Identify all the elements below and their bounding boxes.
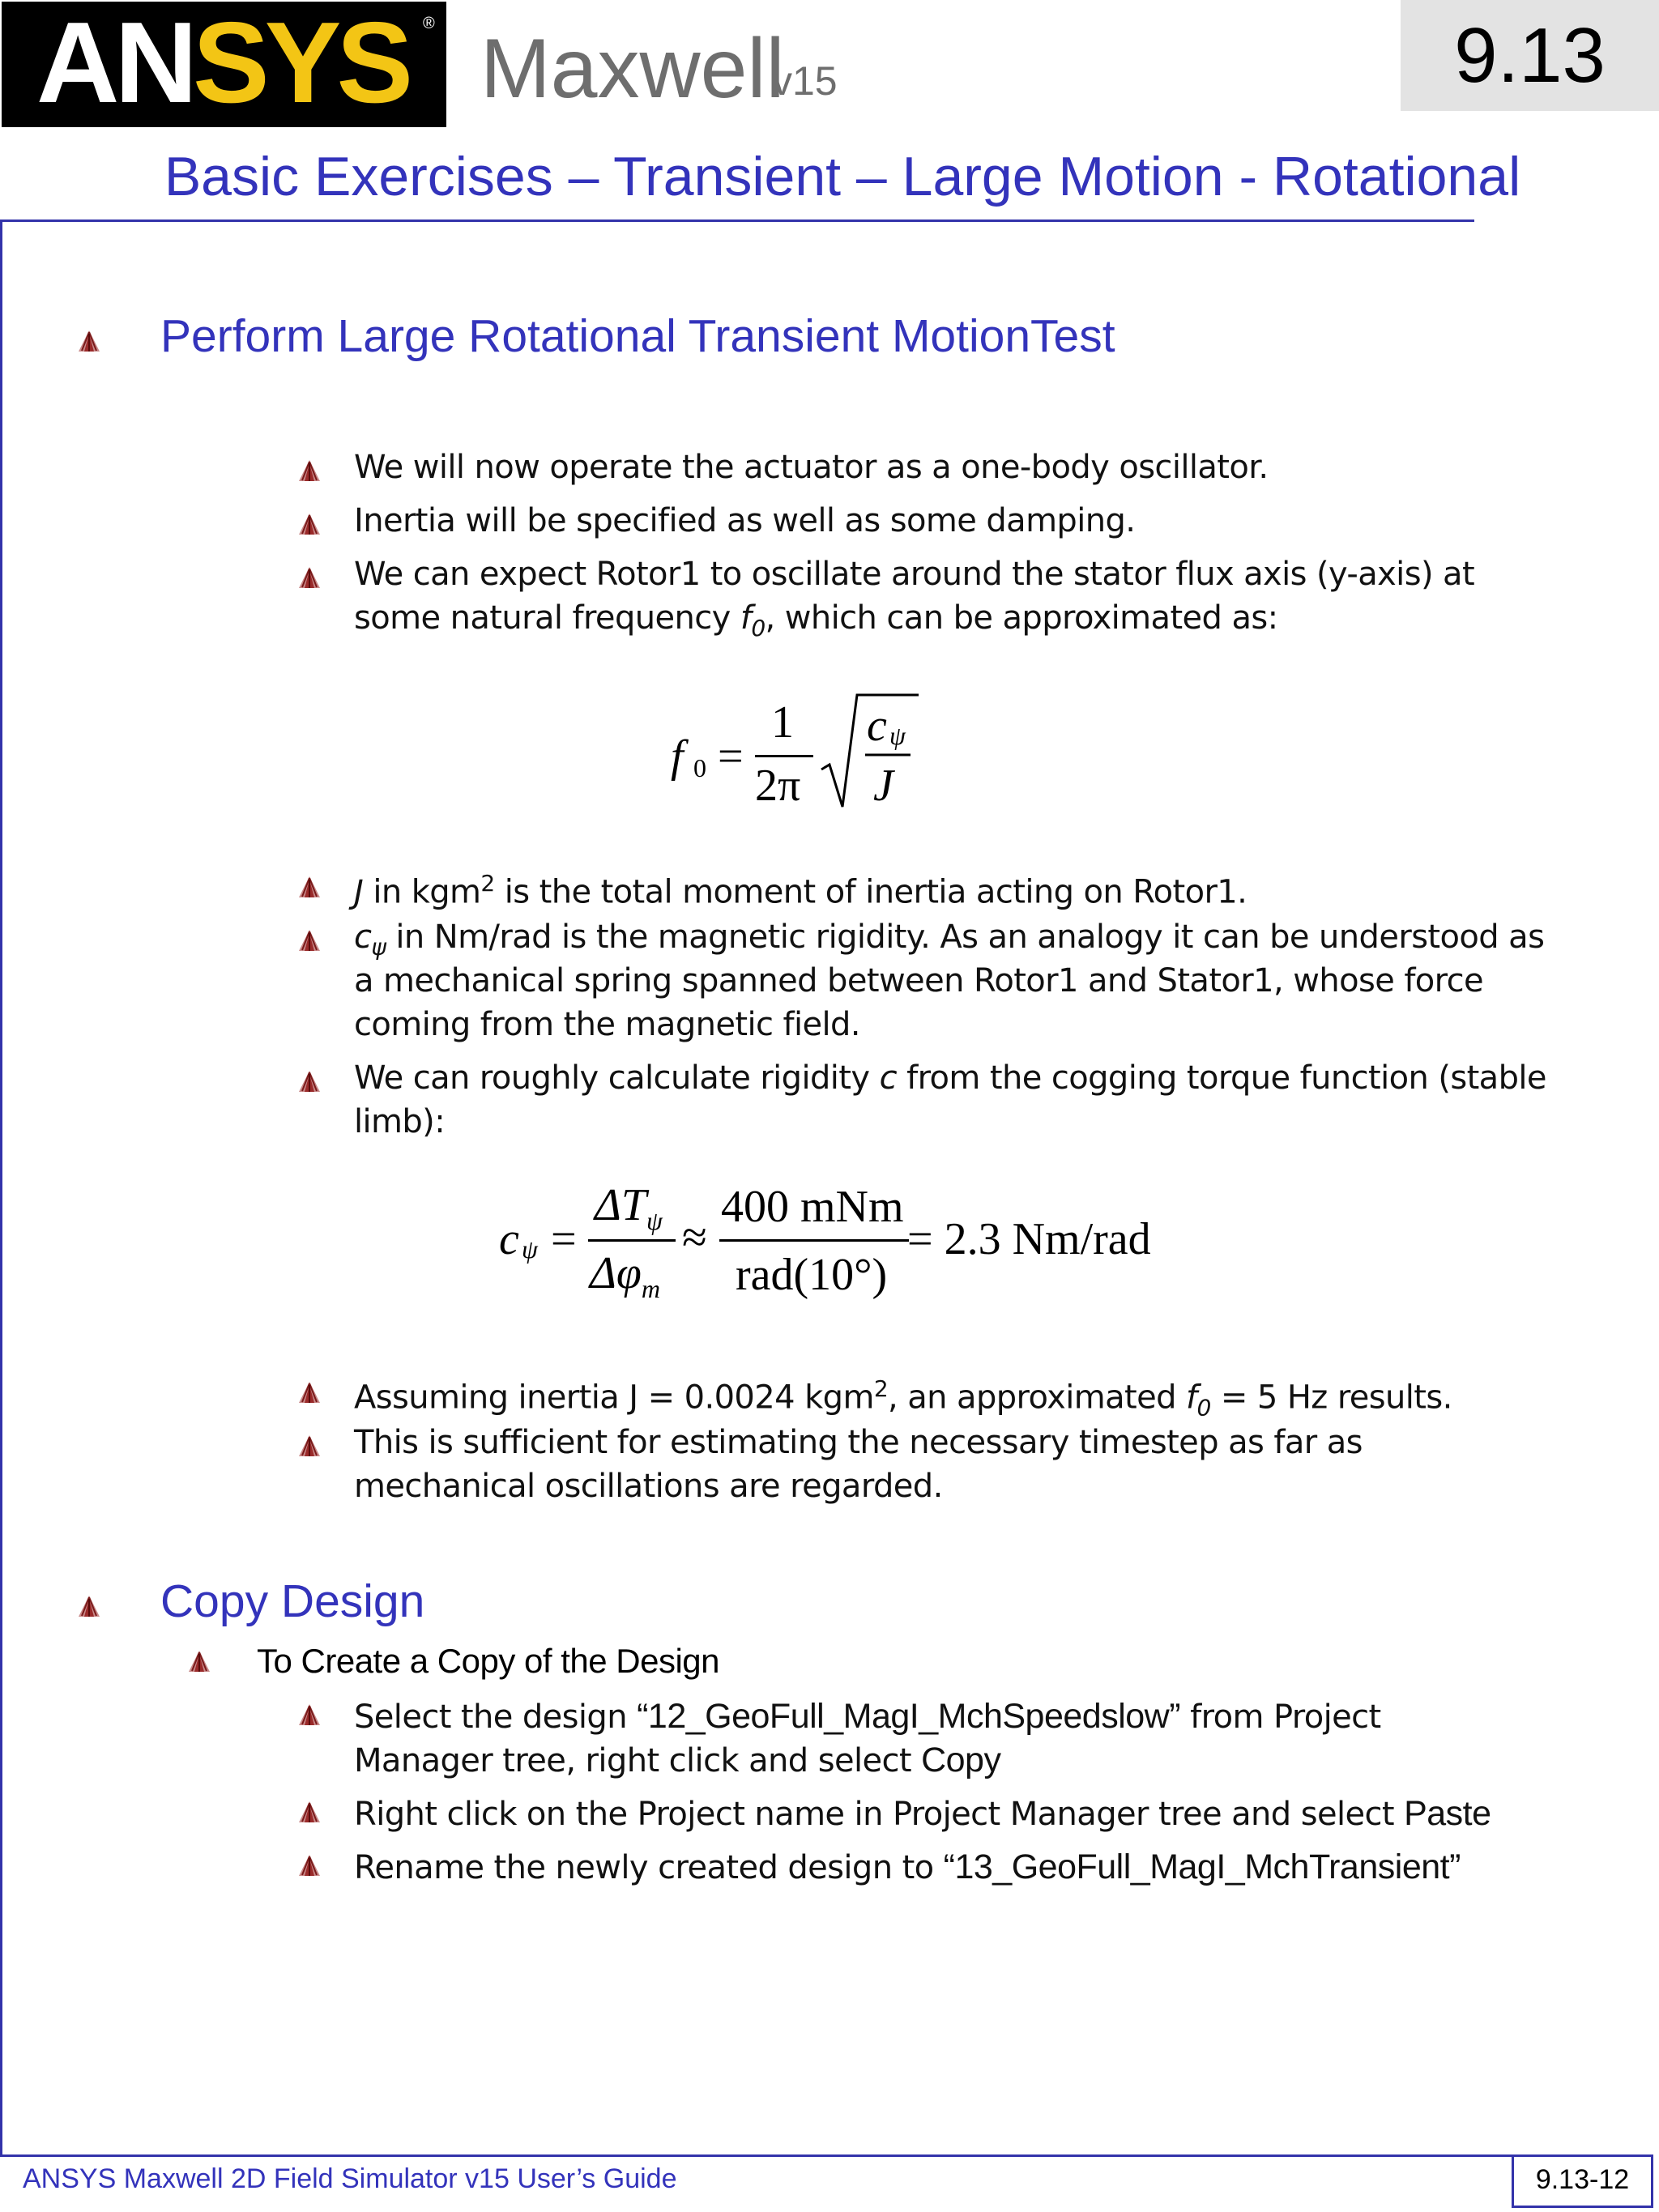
subscript: m [641,1274,660,1304]
text: Δφ [590,1248,642,1298]
text: Manager tree, right click and select [354,1742,922,1779]
superscript: 2 [873,1375,889,1402]
footer-page-number: 9.13-12 [1535,2164,1630,2195]
bullet-icon [189,1651,210,1673]
fraction-bar [719,1239,909,1242]
list-item [354,862,1247,914]
section-heading-motion-test: Perform Large Rotational Transient MotionTest [160,310,1115,362]
symbol-j: J [354,873,364,911]
subscript: ψ [646,1206,663,1236]
text: We can roughly calculate rigidity [354,1059,880,1097]
bullet-icon [299,1071,320,1093]
formula-rad-num: c [867,701,887,751]
list-item [354,1845,1461,1890]
text: , an approximated [888,1379,1187,1417]
fraction-bar [755,755,813,757]
list-item: This is sufficient for estimating the necessary timestep as far as [354,1424,1363,1461]
formula-eq: = [718,731,744,782]
list-item-continued: coming from the magnetic field. [354,1006,860,1043]
text: Right click on the Project name in Project Manager tree and select [354,1796,1405,1833]
text: Rename the newly created design to [354,1849,944,1886]
list-item [354,1056,1546,1100]
superscript: 2 [480,870,495,897]
formula2-result: = 2.3 Nm/rad [907,1214,1151,1264]
text: Assuming inertia J = 0.0024 kgm [354,1379,874,1417]
list-item-continued: a mechanical spring spanned between Rotor1 and Stator1, whose force [354,962,1484,999]
bullet-icon [299,930,320,953]
text: from Project [1180,1698,1381,1736]
formula2-approx: ≈ [682,1213,707,1263]
symbol-f: f [740,599,752,637]
bullet-icon [299,1704,320,1727]
formula-lhs: f [671,731,684,782]
list-item [354,1694,1381,1739]
menu-command-copy: Copy [921,1741,1001,1779]
section-heading-copy-design: Copy Design [160,1575,425,1627]
registered-mark-icon: ® [423,15,435,32]
formula2-f2-den: rad(10°) [736,1250,888,1300]
left-border [0,219,2,2157]
subscript: ψ [371,934,386,961]
heading-bullet-icon [79,1596,100,1618]
formula2-lhs: c [499,1214,519,1264]
text: is the total moment of inertia acting on Rotor1. [494,873,1247,911]
list-item-continued [354,596,1278,650]
design-name: “13_GeoFull_MagI_MchTransient” [943,1848,1461,1886]
list-item-continued: limb): [354,1103,446,1140]
chapter-number: 9.13 [1454,12,1606,99]
text: ΔT [595,1180,647,1230]
text: = 5 Hz results. [1210,1379,1452,1417]
text: from the cogging torque function (stable [896,1059,1546,1097]
list-item-continued: mechanical oscillations are regarded. [354,1468,943,1505]
bullet-icon [299,1382,320,1404]
product-name: Maxwell [480,22,785,116]
footer-rule [0,2154,1513,2157]
bullet-icon [299,1435,320,1458]
bullet-icon [299,1801,320,1824]
text: some natural frequency [354,599,731,637]
formula-lhs-sub: 0 [693,753,706,782]
formula-natural-frequency [664,688,923,818]
formula2-eq: = [551,1214,577,1264]
title-underline [0,219,1474,222]
list-item-continued [354,1738,1000,1783]
design-name: “12_GeoFull_MagI_MchSpeedslow” [637,1697,1181,1736]
text: in kgm [363,873,481,911]
bullet-icon [299,567,320,590]
formula-den: 2π [755,761,801,811]
formula-rad-den: J [873,761,893,811]
symbol-c: c [879,1059,897,1097]
bullet-icon [299,1855,320,1877]
text: Select the design [354,1698,638,1736]
product-version: v15 [772,58,838,104]
bullet-icon [299,460,320,483]
symbol-f: f [1186,1379,1197,1417]
formula2-f2-num: 400 mNm [721,1182,904,1232]
formula2-lhs-sub: ψ [522,1234,538,1264]
ansys-logo-text: ANSYS [36,0,409,127]
list-item: We can expect Rotor1 to oscillate around the stator flux axis (y-axis) at [354,556,1475,593]
subscript: 0 [751,615,766,641]
formula2-f1-num [595,1179,663,1236]
formula-rigidity [494,1174,1158,1312]
list-item: We will now operate the actuator as a one-body oscillator. [354,449,1269,486]
formula-num: 1 [771,697,794,748]
subheading-create-copy: To Create a Copy of the Design [257,1642,719,1680]
subscript: 0 [1196,1394,1211,1421]
formula-rad-num-sub: ψ [889,721,906,750]
heading-bullet-icon [79,330,100,353]
list-item [354,1792,1491,1836]
list-item: Inertia will be specified as well as some damping. [354,502,1136,539]
text: , which can be approximated as: [765,599,1278,637]
text: in Nm/rad is the magnetic rigidity. As an analogy it can be understood as [386,918,1545,956]
symbol-c: c [354,918,372,956]
footer-guide-title: ANSYS Maxwell 2D Field Simulator v15 User’s Guide [23,2163,677,2194]
bullet-icon [299,514,320,536]
bullet-icon [299,876,320,899]
menu-command-paste: Paste [1404,1794,1491,1833]
formula2-f1-den [590,1247,660,1304]
slide-title: Basic Exercises – Transient – Large Motion - Rotational [164,146,1521,207]
fraction-bar [588,1239,676,1242]
